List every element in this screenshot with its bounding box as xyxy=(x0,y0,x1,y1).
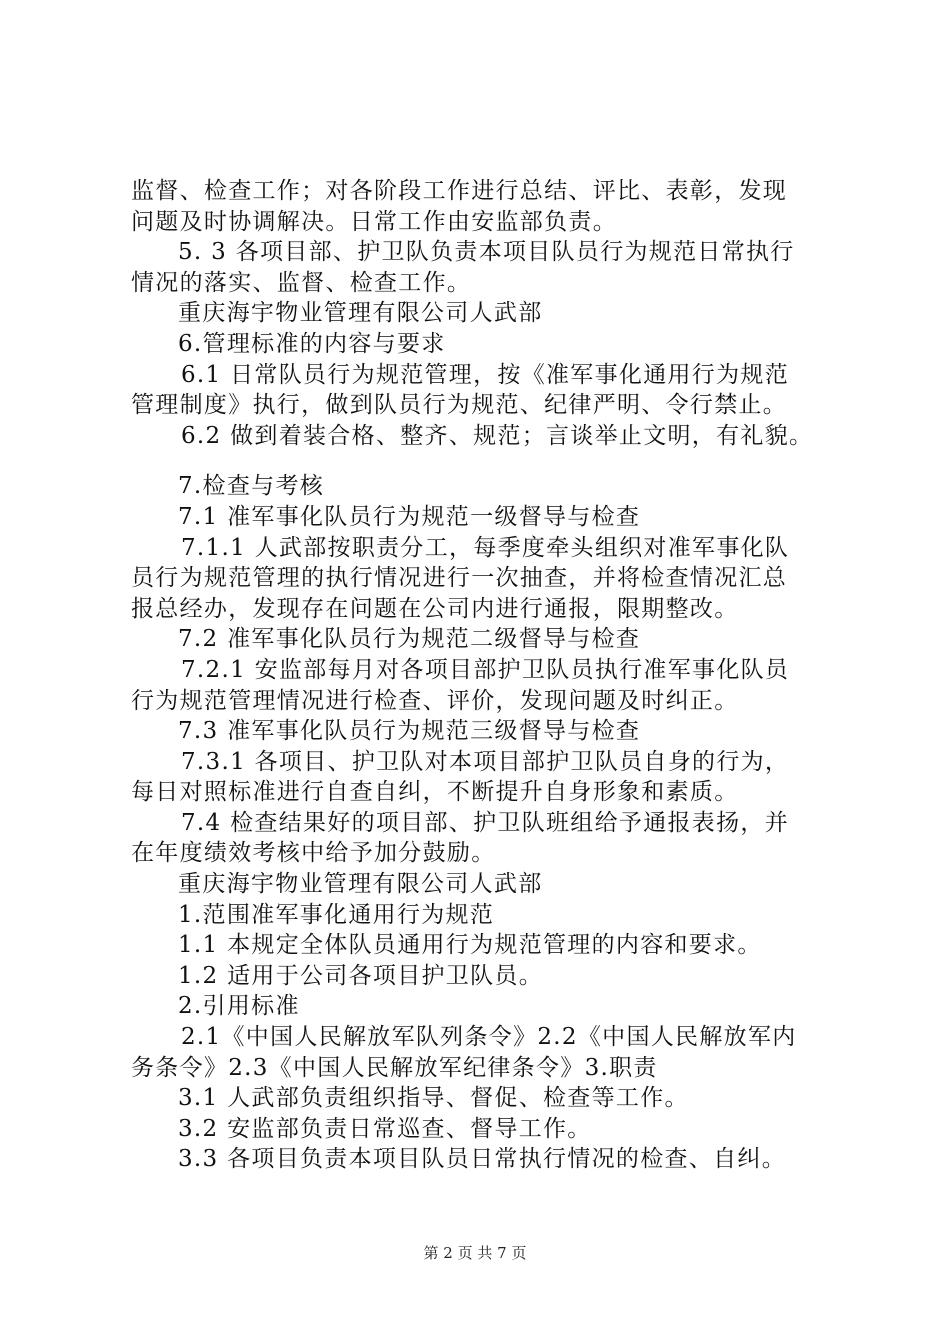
text-line: 3.2 安监部负责日常巡查、督导工作。 xyxy=(178,1115,592,1142)
section-heading: 7.检查与考核 xyxy=(178,473,325,500)
text-line: 7.4 检查结果好的项目部、护卫队班组给予通报表扬，并 xyxy=(181,809,789,836)
section-heading: 1.范围准军事化通用行为规范 xyxy=(178,901,495,928)
text-line: 7.3.1 各项目、护卫队对本项目部护卫队员自身的行为， xyxy=(181,748,790,775)
text-line: 重庆海宇物业管理有限公司人武部 xyxy=(178,871,543,898)
text-line: 每日对照标准进行自查自纠，不断提升自身形象和素质。 xyxy=(131,779,739,806)
text-line: 员行为规范管理的执行情况进行一次抽查，并将检查情况汇总 xyxy=(131,565,788,592)
text-line: 报总经办，发现存在问题在公司内进行通报，限期整改。 xyxy=(131,595,739,622)
text-line: 3.3 各项目负责本项目队员日常执行情况的检查、自纠。 xyxy=(178,1146,786,1173)
text-line: 3.1 人武部负责组织指导、督促、检查等工作。 xyxy=(178,1085,689,1112)
document-body xyxy=(131,176,841,1175)
text-line: 问题及时协调解决。日常工作由安监部负责。 xyxy=(131,208,617,235)
text-line: 情况的落实、监督、检查工作。 xyxy=(131,269,472,296)
text-line: 6.1 日常队员行为规范管理，按《准军事化通用行为规范 xyxy=(181,361,789,388)
text-line: 2.1《中国人民解放军队列条令》2.2《中国人民解放军内 xyxy=(181,1024,797,1051)
text-line: 行为规范管理情况进行检查、评价，发现问题及时纠正。 xyxy=(131,687,739,714)
page-number-footer: 第 2 页 共 7 页 xyxy=(423,1244,527,1262)
text-line: 6.2 做到着装合格、整齐、规范；言谈举止文明，有礼貌。 xyxy=(181,422,814,449)
section-heading: 2.引用标准 xyxy=(178,993,300,1020)
text-line: 重庆海宇物业管理有限公司人武部 xyxy=(178,300,543,327)
text-line: 5. 3 各项目部、护卫队负责本项目队员行为规范日常执行 xyxy=(178,239,795,266)
text-line: 7.3 准军事化队员行为规范三级督导与检查 xyxy=(178,718,641,745)
text-line: 管理制度》执行，做到队员行为规范、纪律严明、令行禁止。 xyxy=(131,392,788,419)
text-line: 1.1 本规定全体队员通用行为规范管理的内容和要求。 xyxy=(178,932,762,959)
section-heading: 6.管理标准的内容与要求 xyxy=(178,330,446,357)
text-line: 监督、检查工作；对各阶段工作进行总结、评比、表彰，发现 xyxy=(131,178,788,204)
text-line: 7.2 准军事化队员行为规范二级督导与检查 xyxy=(178,626,641,653)
text-line: 7.2.1 安监部每月对各项目部护卫队员执行准军事化队员 xyxy=(181,656,790,683)
text-line: 1.2 适用于公司各项目护卫队员。 xyxy=(178,962,543,989)
text-line: 7.1.1 人武部按职责分工，每季度牵头组织对准军事化队 xyxy=(181,534,790,561)
text-line: 务条令》2.3《中国人民解放军纪律条令》3.职责 xyxy=(131,1054,658,1081)
paragraph-gap xyxy=(131,451,841,471)
text-line: 在年度绩效考核中给予加分鼓励。 xyxy=(131,840,496,867)
text-line: 7.1 准军事化队员行为规范一级督导与检查 xyxy=(178,503,641,530)
